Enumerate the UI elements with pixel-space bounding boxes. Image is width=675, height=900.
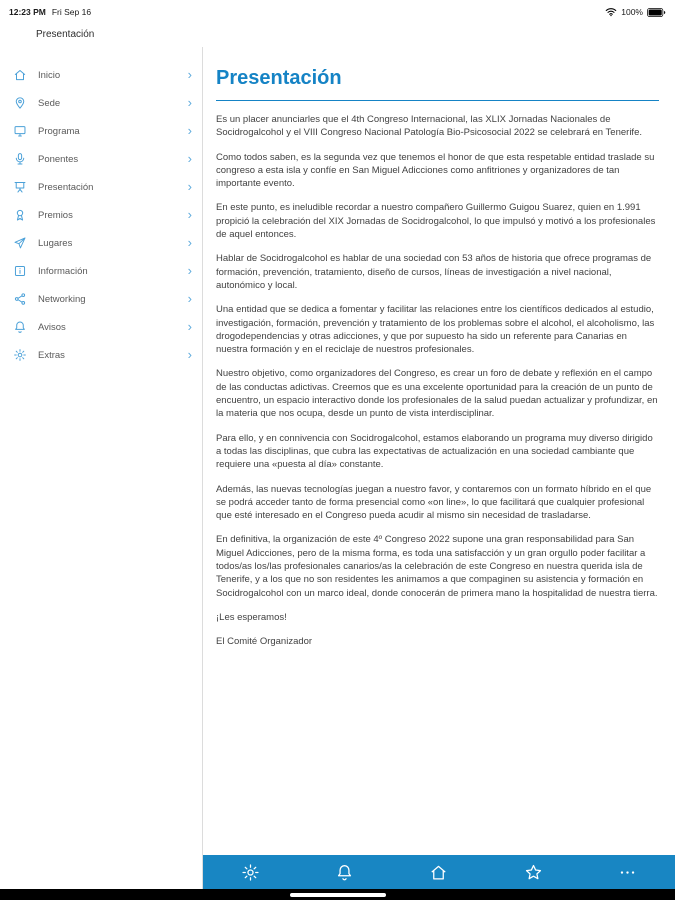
sidebar-item-label: Ponentes xyxy=(38,153,79,165)
paragraph: Es un placer anunciarles que el 4th Congreso Internacional, las XLIX Jornadas Nacionales de Socidrogalcohol y el VIII Congreso Nacional Patología Bio-Psicosocial 2022 se celebrará en Tenerife. xyxy=(216,114,642,139)
chevron-right-icon: › xyxy=(187,318,192,334)
content-row xyxy=(0,47,675,855)
network-icon xyxy=(13,292,27,306)
presentation-icon xyxy=(13,180,27,194)
settings-button[interactable] xyxy=(237,859,264,886)
chevron-right-icon: › xyxy=(187,206,192,222)
app-header xyxy=(0,21,675,47)
sidebar-item-lugares[interactable] xyxy=(0,229,202,257)
sidebar-item-sede[interactable] xyxy=(0,89,202,117)
sidebar-item-label: Información xyxy=(38,265,88,277)
sidebar-item-label: Lugares xyxy=(38,237,73,249)
more-icon xyxy=(618,863,637,882)
sidebar-item-informacion[interactable] xyxy=(0,257,202,285)
battery-percent: 100% xyxy=(621,7,643,17)
home-button[interactable] xyxy=(425,859,452,886)
home-icon xyxy=(13,68,27,82)
chevron-right-icon: › xyxy=(187,290,192,306)
sidebar-item-label: Programa xyxy=(38,125,80,137)
home-icon xyxy=(429,863,448,882)
status-date: Fri Sep 16 xyxy=(51,7,92,17)
status-time: 12:23 PM xyxy=(9,7,46,17)
sidebar-item-label: Sede xyxy=(38,97,61,109)
title-divider xyxy=(216,100,659,101)
info-icon xyxy=(13,264,27,278)
chevron-right-icon: › xyxy=(187,122,192,138)
bell-icon xyxy=(13,320,27,334)
chevron-right-icon: › xyxy=(187,94,192,110)
paragraph: ¡Les esperamos! xyxy=(216,611,287,623)
chevron-right-icon: › xyxy=(187,346,192,362)
bottom-toolbar xyxy=(203,855,675,889)
paragraph: En este punto, es ineludible recordar a nuestro compañero Guillermo Guigou Suarez, quien en 1.991 propició la celebración del XIX Jornadas de Socidrogalcohol, lo que impulsó y motivó a los profesionales de aquel entonces. xyxy=(216,202,656,241)
paragraph: Para ello, y en connivencia con Socidrogalcohol, estamos elaborando un programa muy diverso dirigido a todas las disciplinas, que cubra las expectativas de actualización en una sociedad cambiante que requiere una «puesta al día» constante. xyxy=(216,432,653,471)
status-bar xyxy=(0,0,675,21)
page-title: Presentación xyxy=(36,28,95,40)
paragraph: Una entidad que se dedica a fomentar y facilitar las relaciones entre los científicos dedicados al estudio, investigación, formación, prevención y tratamiento de los problemas sobre el alcohol, el alcoholismo, las drogodependencias y otras adicciones, y que por supuesto ha sido un referente para Canarias en nuestra formación y en el reciclaje de nuestros profesionales. xyxy=(216,304,655,356)
more-button[interactable] xyxy=(614,859,641,886)
notifications-button[interactable] xyxy=(331,859,358,886)
sidebar-item-premios[interactable] xyxy=(0,201,202,229)
paragraph: Nuestro objetivo, como organizadores del Congreso, es crear un foro de debate y reflexión en el campo de las conductas adictivas. Creemos que es una excelente oportunidad para la creación de un punto de encuentro, un espacio interactivo donde los profesionales de la salud puedan actualizar y profundizar, en la materia que nos ocupa, desde un punto de vista interdisciplinar. xyxy=(216,368,658,420)
chevron-right-icon: › xyxy=(187,178,192,194)
paragraph: Además, las nuevas tecnologías juegan a nuestro favor, y contaremos con un formato híbrido en el que se podrá acceder tanto de forma presencial como «on line», lo que facilitará que cualquier profesional que esté interesado en el Congreso pueda acudir al mismo sin necesidad de trasladarse. xyxy=(216,483,652,522)
sidebar-item-label: Inicio xyxy=(38,69,61,81)
chevron-right-icon: › xyxy=(187,66,192,82)
sidebar-item-programa[interactable] xyxy=(0,117,202,145)
sidebar-item-label: Networking xyxy=(38,293,86,305)
gear-icon xyxy=(13,348,27,362)
sidebar-item-label: Presentación xyxy=(38,181,94,193)
location-icon xyxy=(13,96,27,110)
sidebar-item-inicio[interactable] xyxy=(0,61,202,89)
content-panel[interactable] xyxy=(203,47,675,855)
star-icon xyxy=(524,863,543,882)
sidebar-item-label: Extras xyxy=(38,349,65,361)
paragraph: Como todos saben, es la segunda vez que tenemos el honor de que esta respetable entidad traslade su congreso a esta isla y confíe en San Miguel Adicciones como anfitriones y organizadores de tan importante evento. xyxy=(216,151,655,190)
toolbar-spacer xyxy=(0,855,203,889)
sidebar-item-label: Premios xyxy=(38,209,73,221)
sidebar-item-avisos[interactable] xyxy=(0,313,202,341)
paragraph: El Comité Organizador xyxy=(216,636,313,648)
paragraph: En definitiva, la organización de este 4º Congreso 2022 supone una gran responsabilidad para San Miguel Adicciones, pero de la misma forma, es toda una satisfacción y un gran orgullo poder facilitar a todos/as los/las profesionales canarios/as la celebración de este Congreso en nuestra querida isla de Tenerife, y a los que no son residentes les animamos a que compaginen su asistencia y formación en Socidrogalcohol con un marco ideal, donde conocerán de primera mano la hospitalidad de nuestra tierra. xyxy=(216,534,658,599)
monitor-icon xyxy=(13,124,27,138)
content-title: Presentación xyxy=(216,67,342,89)
home-bar xyxy=(0,889,675,900)
sidebar-item-networking[interactable] xyxy=(0,285,202,313)
chevron-right-icon: › xyxy=(187,150,192,166)
sidebar-item-ponentes[interactable] xyxy=(0,145,202,173)
microphone-icon xyxy=(13,152,27,166)
bottom-toolbar-row xyxy=(0,855,675,889)
bell-icon xyxy=(335,863,354,882)
paper-plane-icon xyxy=(13,236,27,250)
chevron-right-icon: › xyxy=(187,262,192,278)
sidebar xyxy=(0,47,203,855)
chevron-right-icon: › xyxy=(187,234,192,250)
sidebar-item-presentacion[interactable] xyxy=(0,173,202,201)
settings-icon xyxy=(241,863,260,882)
sidebar-item-label: Avisos xyxy=(38,321,66,333)
wifi-icon xyxy=(605,7,617,17)
paragraph: Hablar de Socidrogalcohol es hablar de una sociedad con 53 años de historia que ofrece programas de formación, prevención, tratamiento, diseño de cursos, líneas de investigación a nivel nacional, autonómico y local. xyxy=(216,253,652,291)
battery-icon xyxy=(647,8,666,17)
sidebar-item-extras[interactable] xyxy=(0,341,202,369)
favorites-button[interactable] xyxy=(520,859,547,886)
home-indicator[interactable] xyxy=(290,893,386,897)
award-icon xyxy=(13,208,27,222)
